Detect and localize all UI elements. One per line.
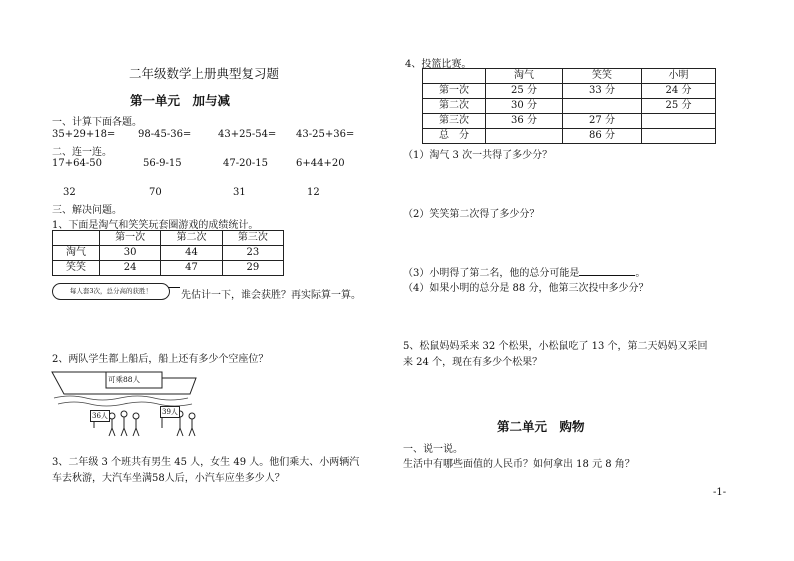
match-expr-1: 17+64-50 bbox=[52, 158, 102, 169]
table-cell: 第一次 bbox=[423, 84, 486, 99]
table-row bbox=[423, 129, 716, 144]
table-cell: 25 分 bbox=[486, 84, 563, 99]
question-4: 4、投篮比赛。 bbox=[405, 59, 472, 70]
sub-question-3 bbox=[403, 264, 645, 279]
flag-team-1: 36人 bbox=[92, 412, 108, 420]
table-cell: 27 分 bbox=[563, 114, 642, 129]
calc-item-4: 43-25+36= bbox=[296, 129, 355, 140]
unit1-heading: 第一单元 加与减 bbox=[130, 93, 231, 108]
table-cell bbox=[642, 129, 716, 144]
table-cell bbox=[423, 69, 486, 84]
calc-item-2: 98-45-36= bbox=[138, 129, 192, 140]
table-cell bbox=[486, 129, 563, 144]
table-cell: 24 bbox=[100, 261, 161, 276]
calc-item-1: 35+29+18= bbox=[52, 129, 116, 140]
calc-item-3: 43+25-54= bbox=[218, 129, 277, 140]
boat-capacity-sign: 可乘88人 bbox=[108, 375, 141, 384]
table-cell: 86 分 bbox=[563, 129, 642, 144]
match-answer-4: 12 bbox=[307, 187, 320, 198]
section-say-heading: 一、说一说。 bbox=[403, 444, 463, 455]
sub-question-3-end: 。 bbox=[635, 268, 646, 279]
table-cell bbox=[563, 99, 642, 114]
section-calc-heading: 一、计算下面各题。 bbox=[52, 117, 142, 128]
table-cell bbox=[53, 231, 100, 246]
ring-toss-table bbox=[52, 230, 284, 276]
flag-team-2: 39人 bbox=[162, 408, 178, 416]
table-row bbox=[53, 261, 284, 276]
sub-question-2: （2）笑笑第二次得了多少分？ bbox=[403, 209, 540, 220]
table-cell: 第三次 bbox=[423, 114, 486, 129]
estimate-prompt: 先估计一下，谁会获胜？再实际算一算。 bbox=[181, 290, 361, 301]
table-cell: 44 bbox=[161, 246, 222, 261]
match-answer-2: 70 bbox=[149, 187, 162, 198]
table-cell: 笑笑 bbox=[563, 69, 642, 84]
table-cell: 24 分 bbox=[642, 84, 716, 99]
page-number: -1- bbox=[713, 487, 727, 498]
table-cell: 第一次 bbox=[100, 231, 161, 246]
sub-question-4: （4）如果小明的总分是 88 分，他第三次投中多少分？ bbox=[403, 283, 649, 294]
page-title: 二年级数学上册典型复习题 bbox=[129, 66, 280, 81]
match-answer-1: 32 bbox=[63, 187, 76, 198]
table-cell: 29 bbox=[222, 261, 283, 276]
match-expr-3: 47-20-15 bbox=[223, 158, 268, 169]
table-cell: 小明 bbox=[642, 69, 716, 84]
table-row bbox=[423, 114, 716, 129]
table-row bbox=[423, 99, 716, 114]
table-cell bbox=[642, 114, 716, 129]
table-cell: 47 bbox=[161, 261, 222, 276]
table-cell: 第三次 bbox=[222, 231, 283, 246]
table-cell: 淘气 bbox=[486, 69, 563, 84]
table-row bbox=[423, 84, 716, 99]
question-5-line-2: 来 24 个，现在有多少个松果？ bbox=[403, 357, 543, 368]
table-header-row bbox=[53, 231, 284, 246]
table-cell: 33 分 bbox=[563, 84, 642, 99]
table-cell: 第二次 bbox=[423, 99, 486, 114]
basketball-table bbox=[422, 68, 716, 144]
sub-question-1: （1）淘气 3 次一共得了多少分？ bbox=[403, 150, 553, 161]
table-cell: 25 分 bbox=[642, 99, 716, 114]
sub-question-3-text: （3）小明得了第二名，他的总分可能是 bbox=[403, 268, 580, 279]
table-row bbox=[53, 246, 284, 261]
question-3-line-1: 3、二年级 3 个班共有男生 45 人，女生 49 人。他们乘大、小两辆汽 bbox=[52, 457, 360, 468]
match-answer-3: 31 bbox=[233, 187, 246, 198]
table-cell: 淘气 bbox=[53, 246, 100, 261]
question-1: 1、下面是淘气和笑笑玩套圈游戏的成绩统计。 bbox=[52, 220, 259, 231]
table-cell: 23 bbox=[222, 246, 283, 261]
answer-blank-line bbox=[168, 287, 180, 288]
section-match-heading: 二、连一连。 bbox=[52, 147, 112, 158]
table-cell: 36 分 bbox=[486, 114, 563, 129]
question-5-line-1: 5、松鼠妈妈采来 32 个松果，小松鼠吃了 13 个，第二天妈妈又采回 bbox=[403, 341, 708, 352]
table-cell: 30 bbox=[100, 246, 161, 261]
unit2-heading: 第二单元 购物 bbox=[497, 419, 585, 434]
speech-bubble: 每人套3次，总分高的获胜！ bbox=[52, 283, 170, 300]
table-header-row bbox=[423, 69, 716, 84]
table-cell: 30 分 bbox=[486, 99, 563, 114]
table-cell: 第二次 bbox=[161, 231, 222, 246]
question-3-line-2: 车去秋游，大汽车坐满58人后，小汽车应坐多少人？ bbox=[52, 473, 285, 484]
match-expr-2: 56-9-15 bbox=[143, 158, 182, 169]
table-cell: 笑笑 bbox=[53, 261, 100, 276]
table-cell: 总 分 bbox=[423, 129, 486, 144]
answer-blank[interactable] bbox=[579, 265, 635, 276]
money-question: 生活中有哪些面值的人民币？如何拿出 18 元 8 角？ bbox=[403, 459, 635, 470]
question-2: 2、两队学生都上船后，船上还有多少个空座位？ bbox=[52, 354, 269, 365]
section-solve-heading: 三、解决问题。 bbox=[52, 205, 122, 216]
match-expr-4: 6+44+20 bbox=[296, 158, 345, 169]
